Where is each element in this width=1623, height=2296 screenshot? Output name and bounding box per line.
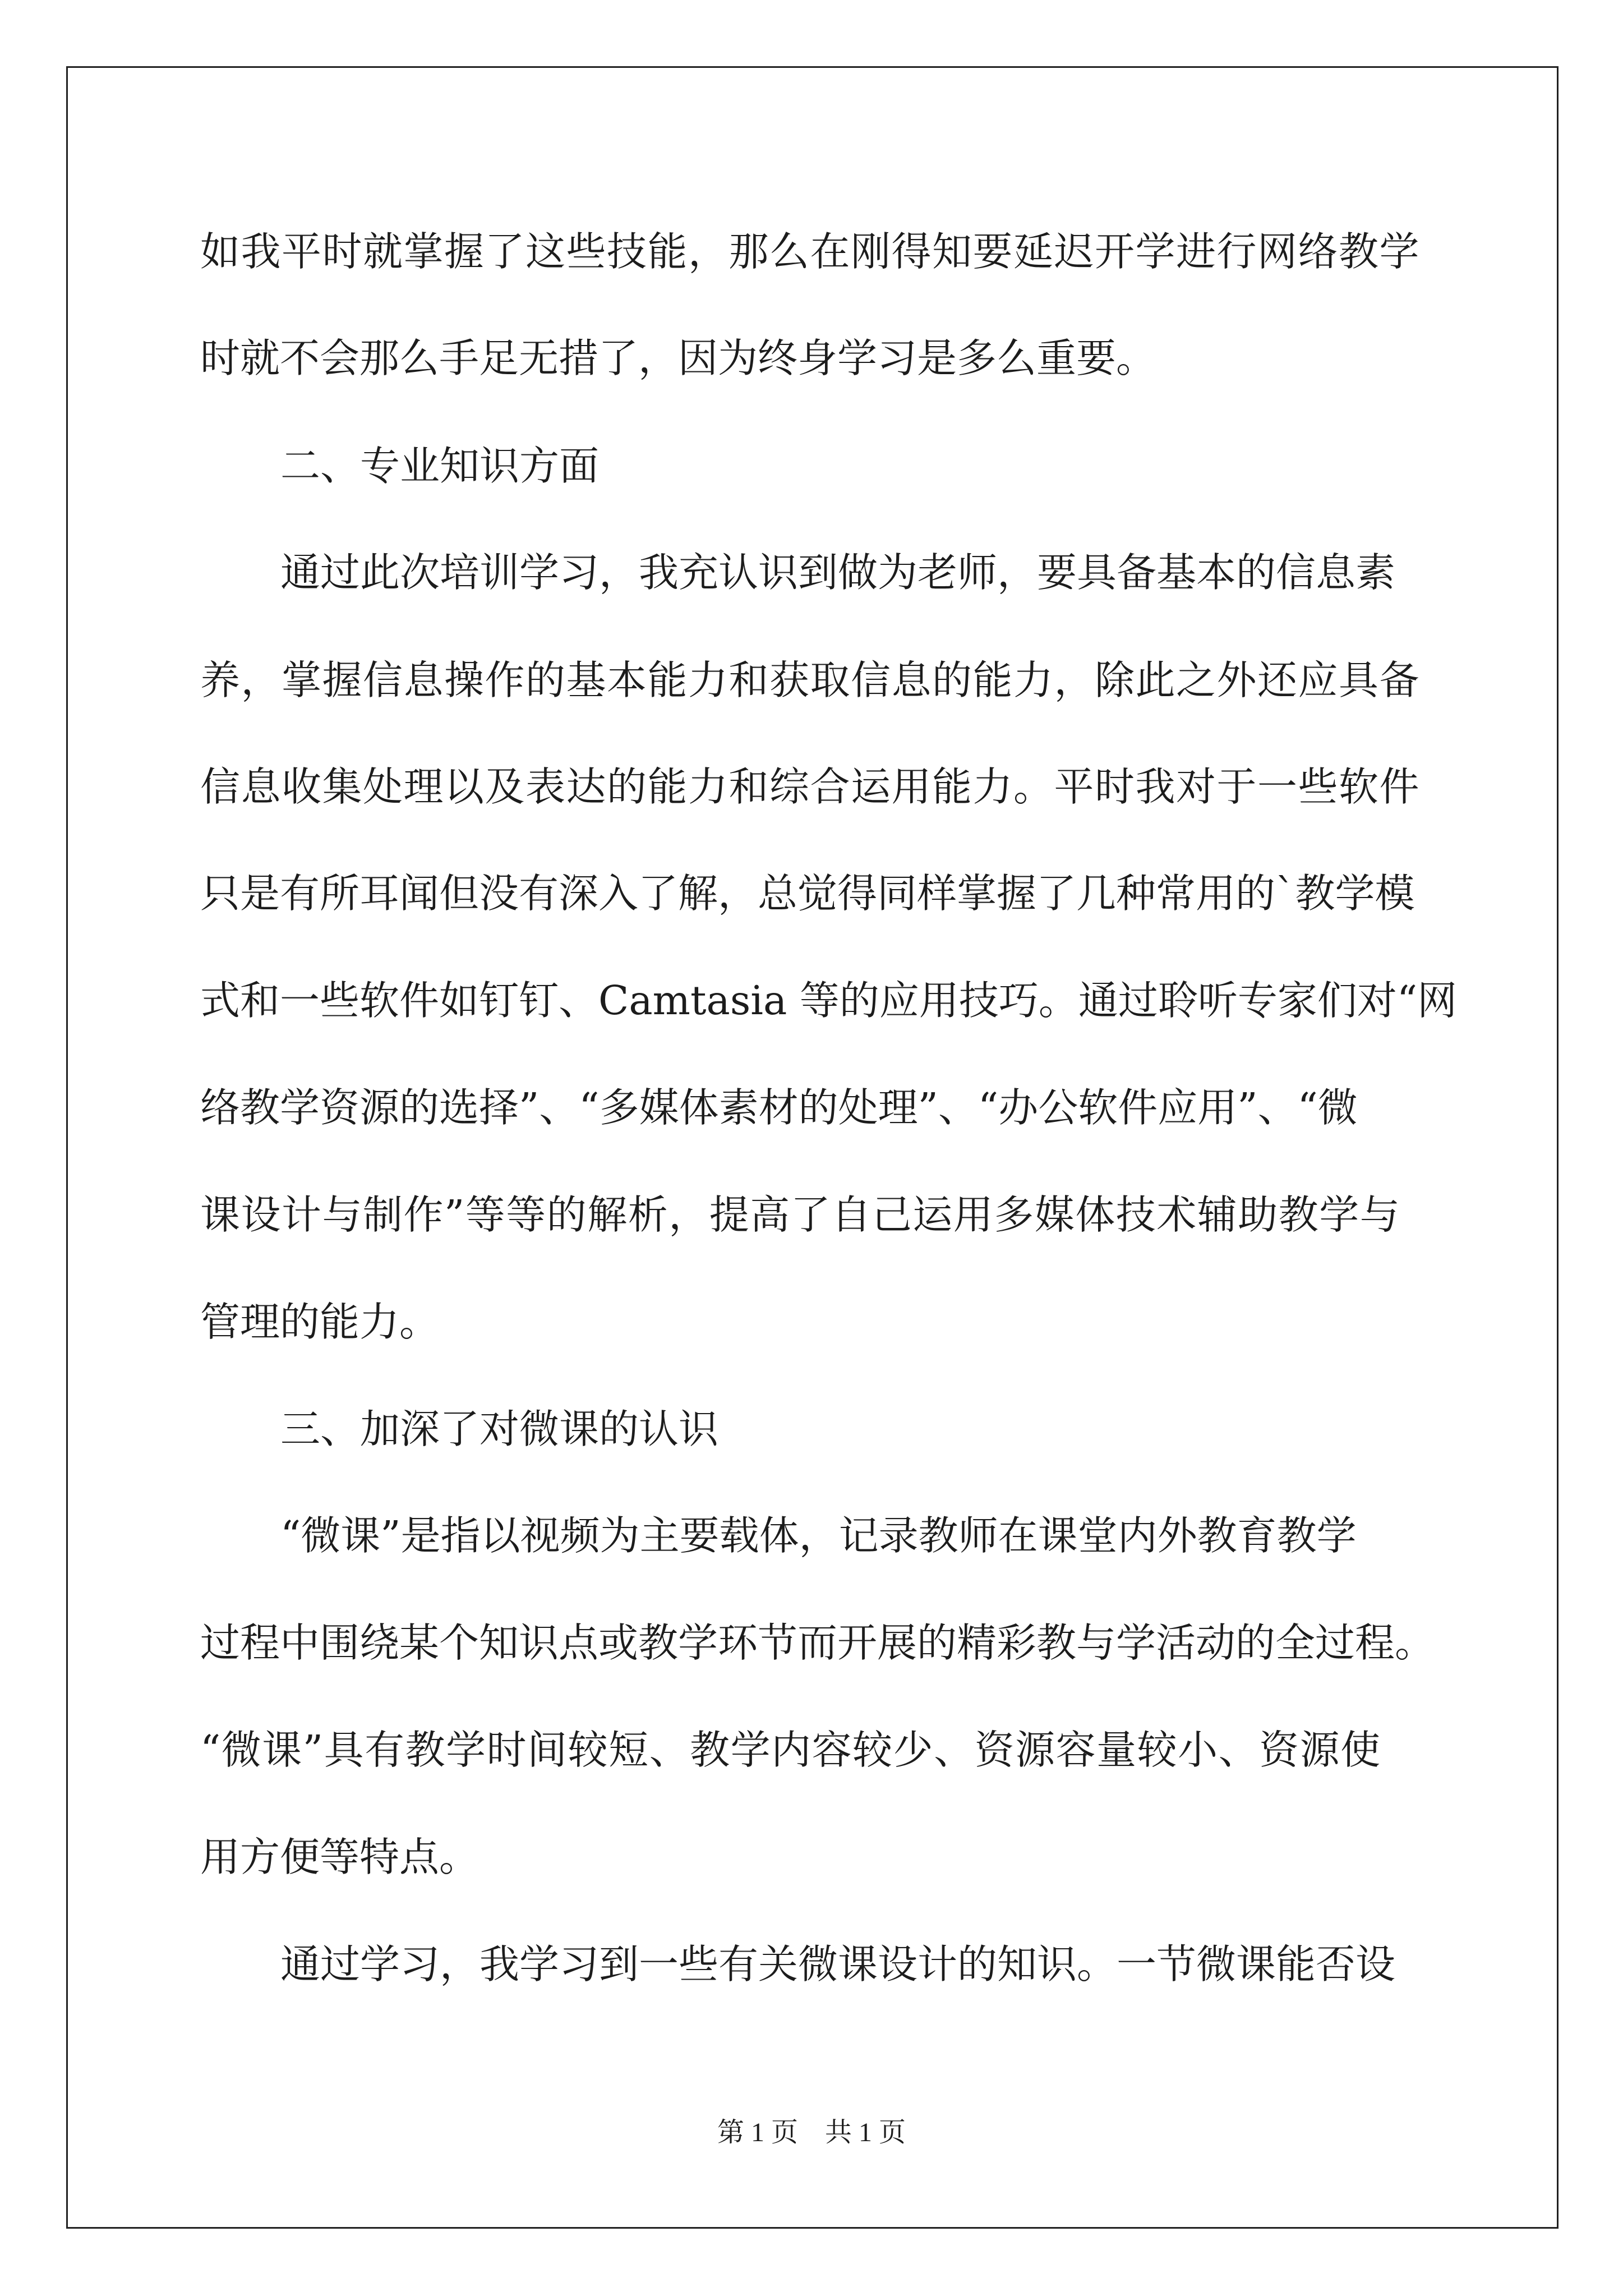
body-line: 时就不会那么手足无措了，因为终身学习是多么重要。: [200, 335, 1156, 381]
body-line: 络教学资源的选择”、“多媒体素材的处理”、“办公软件应用”、“微: [200, 1084, 1358, 1131]
body-line: 用方便等特点。: [200, 1834, 479, 1880]
body-line: 养，掌握信息操作的基本能力和获取信息的能力，除此之外还应具备: [200, 657, 1421, 703]
body-line: 过程中围绕某个知识点或教学环节而开展的精彩教与学活动的全过程。: [200, 1619, 1435, 1666]
section-heading: 二、专业知识方面: [280, 443, 600, 489]
body-line: 式和一些软件如钉钉、Camtasia 等的应用技巧。通过聆听专家们对“网: [200, 977, 1458, 1024]
page-number-footer: 第 1 页 共 1 页: [717, 2118, 906, 2147]
body-line: 通过学习，我学习到一些有关微课设计的知识。一节微课能否设: [280, 1941, 1396, 1987]
body-line: 如我平时就掌握了这些技能，那么在刚得知要延迟开学进行网络教学: [200, 228, 1421, 275]
body-line: 课设计与制作”等等的解析，提高了自己运用多媒体技术辅助教学与: [200, 1191, 1401, 1238]
page-border: [66, 66, 1559, 2229]
body-line: “微课”具有教学时间较短、教学内容较少、资源容量较小、资源使: [200, 1727, 1381, 1773]
body-line: 管理的能力。: [200, 1299, 440, 1345]
body-line: 信息收集处理以及表达的能力和综合运用能力。平时我对于一些软件: [200, 763, 1421, 810]
body-line: 只是有所耳闻但没有深入了解，总觉得同样掌握了几种常用的`教学模: [200, 870, 1415, 917]
body-line: “微课”是指以视频为主要载体，记录教师在课堂内外教育教学: [280, 1512, 1357, 1559]
body-line: 通过此次培训学习，我充认识到做为老师，要具备基本的信息素: [280, 549, 1396, 596]
section-heading: 三、加深了对微课的认识: [280, 1406, 719, 1452]
